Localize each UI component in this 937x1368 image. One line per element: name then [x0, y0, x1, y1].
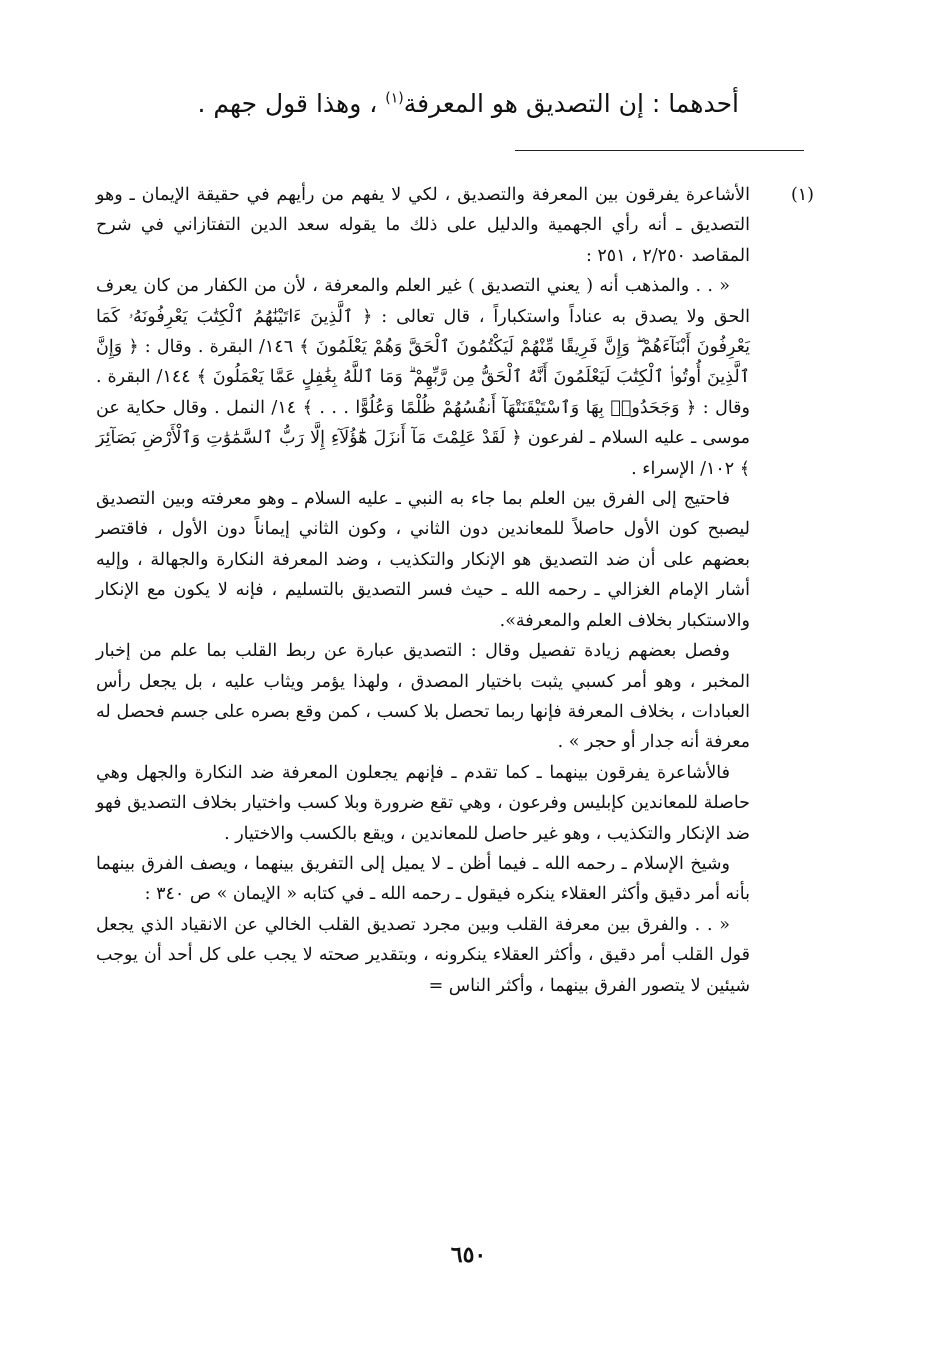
footnote-separator-line [515, 150, 804, 151]
footnote-body [96, 180, 750, 1001]
footnote-paragraph-7: « . . والفرق بين معرفة القلب وبين مجرد تصديق القلب الخالي عن الانقياد الذي يجعل قول القلب أمر دقيق ، وأكثر العقلاء ينكرونه ، وبتقدير صحته لا يجب على كل أحد أن يوجب شيئين لا يتصور الفرق بينهما ، وأكثر الناس = [96, 914, 750, 996]
footnote-paragraph-6: وشيخ الإسلام ـ رحمه الله ـ فيما أظن ـ لا يميل إلى التفريق بينهما ، ويصف الفرق بينهما بأنه أمر دقيق وأكثر العقلاء ينكره فيقول ـ رحمه الله ـ في كتابه « الإيمان » ص ٣٤٠ : [96, 853, 750, 905]
main-text-before-ref: أحدهما : إن التصديق هو المعرفة [403, 89, 739, 118]
footnote-paragraph-4: وفصل بعضهم زيادة تفصيل وقال : التصديق عبارة عن ربط القلب بما علم من إخبار المخبر ، وهو أمر كسبي يثبت باختيار المصدق ، ولهذا يؤمر ويثاب عليه ، بل يجعل رأس العبادات ، بخلاف المعرفة فإنها ربما تحصل بلا كسب ، كمن وقع بصره على جسم فحصل له معرفة أنه جدار أو حجر » . [96, 641, 750, 753]
footnote-paragraph-5: فالأشاعرة يفرقون بينهما ـ كما تقدم ـ فإنهم يجعلون المعرفة ضد النكارة والجهل وهي حاصلة للمعاندين كإبليس وفرعون ، وهي تقع ضرورة وبلا كسب واختيار بخلاف التصديق فهو ضد الإنكار والتكذيب ، وهو غير حاصل للمعاندين ، ويقع بالكسب والاختيار . [96, 762, 750, 844]
footnote-block [96, 180, 814, 1001]
main-text-after-ref: ، وهذا قول جهم . [197, 89, 386, 118]
footnote-paragraph-3: فاحتيج إلى الفرق بين العلم بما جاء به النبي ـ عليه السلام ـ وهو معرفته وبين التصديق ليصبح كون الأول حاصلاً للمعاندين دون الثاني ، وكون الثاني إيماناً دون الأول ، فاقتصر بعضهم على أن ضد التصديق هو الإنكار والتكذيب ، وضد المعرفة النكارة والجهالة ، وإليه أشار الإمام الغزالي ـ رحمه الله ـ حيث فسر التصديق بالتسليم ، فإنه لا يكون مع الإنكار والاستكبار بخلاف العلم والمعرفة». [96, 489, 750, 631]
footnote-reference-marker[interactable]: (١) [385, 90, 404, 107]
footnote-paragraph-1: الأشاعرة يفرقون بين المعرفة والتصديق ، لكي لا يفهم من رأيهم في حقيقة الإيمان ـ وهو التصديق ـ أنه رأي الجهمية والدليل على ذلك ما يقوله سعد الدين التفتازاني في شرح المقاصد ٢/٢٥٠ ، ٢٥١ : [96, 185, 750, 266]
footnote-number: (١) [790, 185, 814, 205]
page-number: ٦٥٠ [450, 1242, 487, 1268]
footnote-paragraph-2: « . . والمذهب أنه ( يعني التصديق ) غير العلم والمعرفة ، لأن من الكفار من كان يعرف الحق ولا يصدق به عناداً واستكباراً ، قال تعالى : ﴿ ٱلَّذِينَ ءَاتَيْنَٰهُمُ ٱلْكِتَٰبَ يَعْرِفُونَهُۥ كَمَا يَعْرِفُونَ أَبْنَآءَهُمْ ۖ وَإِنَّ فَرِيقًا مِّنْهُمْ لَيَكْتُمُونَ ٱلْحَقَّ وَهُمْ يَعْلَمُونَ ﴾ ١٤٦/ البقرة . وقال : ﴿ وَإِنَّ ٱلَّذِينَ أُوتُوا۟ ٱلْكِتَٰبَ لَيَعْلَمُونَ أَنَّهُ ٱلْحَقُّ مِن رَّبِّهِمْ ۗ وَمَا ٱللَّهُ بِغَٰفِلٍ عَمَّا يَعْمَلُونَ ﴾ ١٤٤/ البقرة . وقال : ﴿ وَجَحَدُوا۟ بِهَا وَٱسْتَيْقَنَتْهَآ أَنفُسُهُمْ ظُلْمًا وَعُلُوًّا . . . ﴾ ١٤/ النمل . وقال حكاية عن موسى ـ عليه السلام ـ لفرعون ﴿ لَقَدْ عَلِمْتَ مَآ أَنزَلَ هَٰٓؤُلَآءِ إِلَّا رَبُّ ٱلسَّمَٰوَٰتِ وَٱلْأَرْضِ بَصَآئِرَ ﴾ ١٠٢/ الإسراء . [96, 276, 750, 479]
main-text-line [119, 84, 739, 124]
